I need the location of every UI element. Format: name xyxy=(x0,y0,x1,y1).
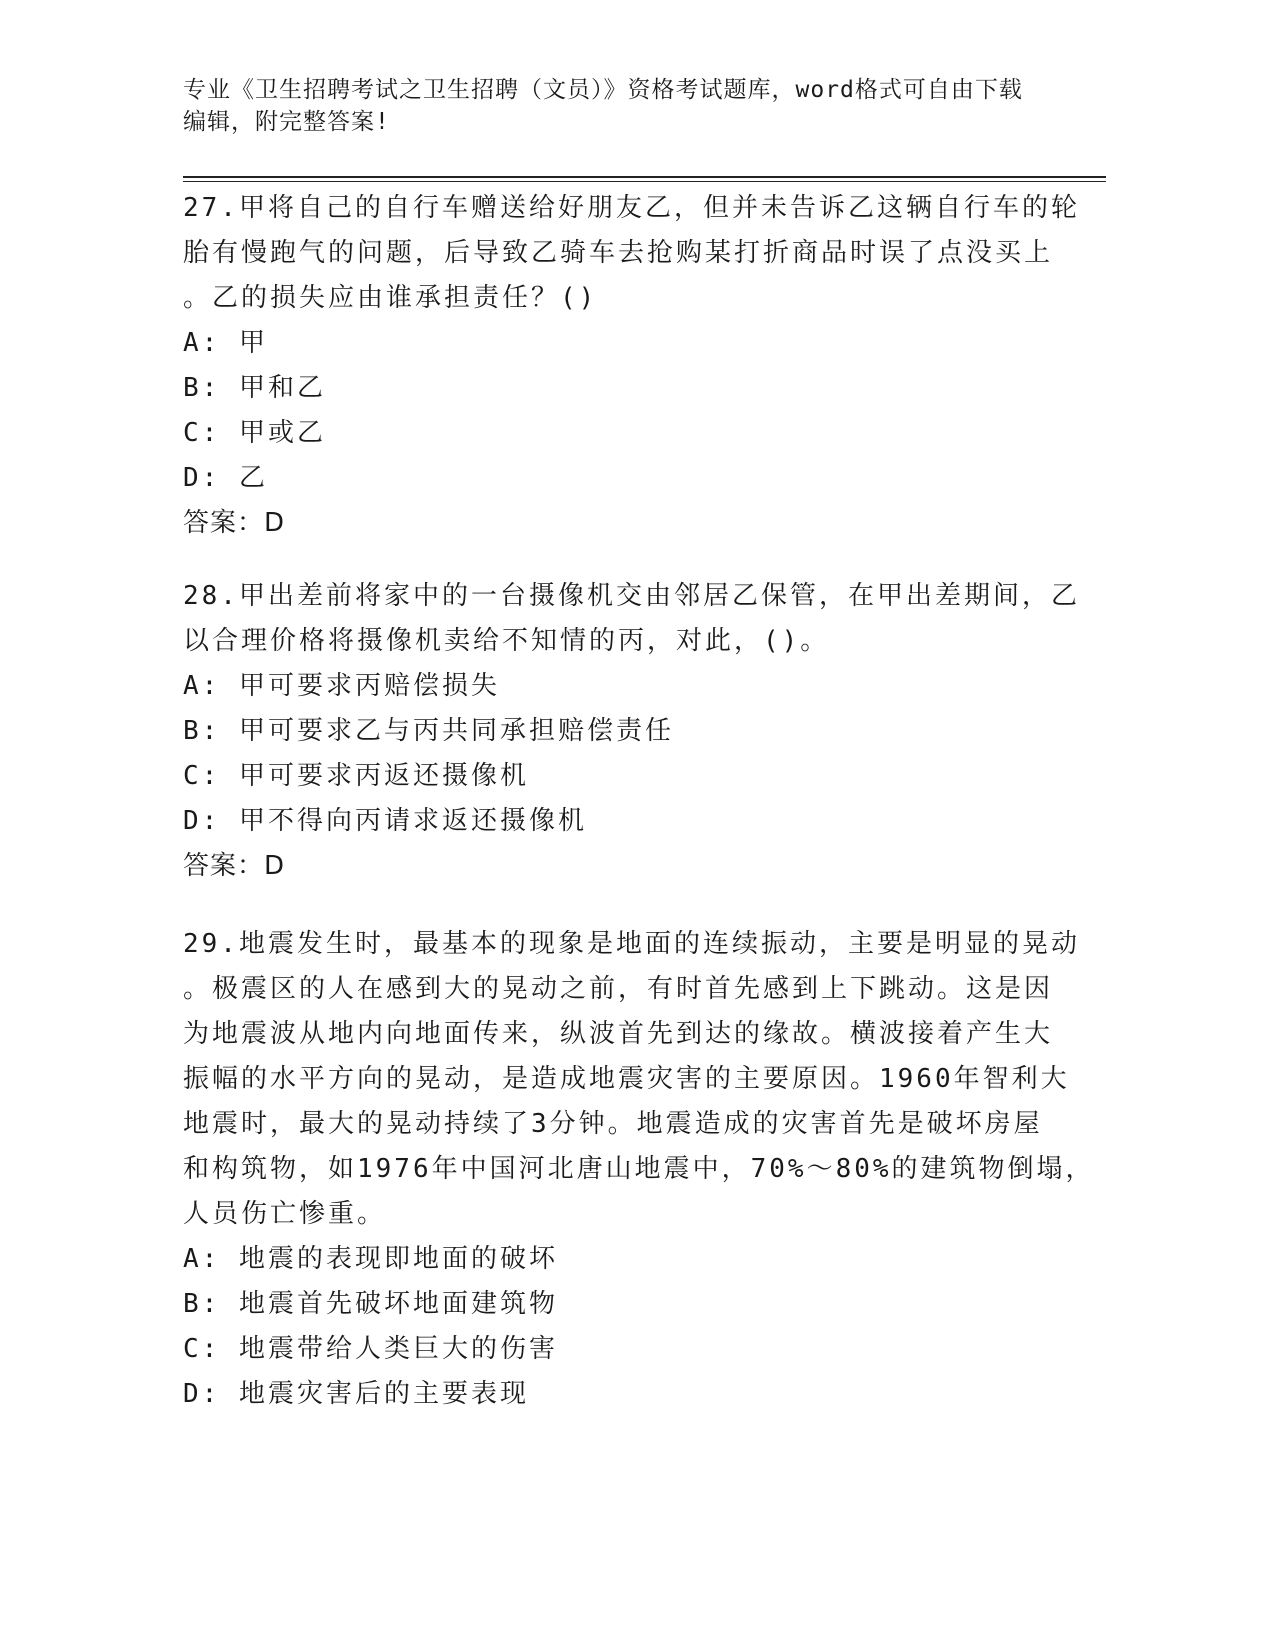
option-c: C: 甲可要求丙返还摄像机 xyxy=(183,761,529,791)
question-29 xyxy=(183,922,1095,1417)
header-line-1: 专业《卫生招聘考试之卫生招聘（文员）》资格考试题库，word格式可自由下载 xyxy=(183,77,1023,103)
option-b: B: 甲和乙 xyxy=(183,373,326,403)
document-header xyxy=(183,74,1063,138)
question-stem-line: 人员伤亡惨重。 xyxy=(183,1199,387,1229)
option-b: B: 甲可要求乙与丙共同承担赔偿责任 xyxy=(183,716,674,746)
option-a: A: 甲 xyxy=(183,328,268,358)
question-stem-line: 28.甲出差前将家中的一台摄像机交由邻居乙保管，在甲出差期间，乙 xyxy=(183,581,1080,611)
question-28 xyxy=(183,574,1080,889)
question-stem-line: 和构筑物，如1976年中国河北唐山地震中，70%～80%的建筑物倒塌， xyxy=(183,1154,1095,1184)
option-c: C: 地震带给人类巨大的伤害 xyxy=(183,1334,558,1364)
option-a: A: 甲可要求丙赔偿损失 xyxy=(183,671,500,701)
answer-label: 答案：D xyxy=(183,508,286,538)
option-d: D: 地震灾害后的主要表现 xyxy=(183,1379,529,1409)
question-stem-line: 胎有慢跑气的问题，后导致乙骑车去抢购某打折商品时误了点没买上 xyxy=(183,238,1054,268)
answer-label: 答案：D xyxy=(183,851,286,881)
header-line-2: 编辑，附完整答案! xyxy=(183,109,390,135)
question-stem-line: 振幅的水平方向的晃动，是造成地震灾害的主要原因。1960年智利大 xyxy=(183,1064,1070,1094)
question-stem-line: 29.地震发生时，最基本的现象是地面的连续振动，主要是明显的晃动 xyxy=(183,929,1080,959)
question-stem-line: 地震时，最大的晃动持续了3分钟。地震造成的灾害首先是破坏房屋 xyxy=(183,1109,1043,1139)
question-stem-line: 27.甲将自己的自行车赠送给好朋友乙，但并未告诉乙这辆自行车的轮 xyxy=(183,193,1080,223)
option-a: A: 地震的表现即地面的破坏 xyxy=(183,1244,558,1274)
question-stem-line: 为地震波从地内向地面传来，纵波首先到达的缘故。横波接着产生大 xyxy=(183,1019,1054,1049)
option-d: D: 乙 xyxy=(183,463,268,493)
question-stem-line: 。极震区的人在感到大的晃动之前，有时首先感到上下跳动。这是因 xyxy=(183,974,1054,1004)
header-divider-thin xyxy=(183,181,1106,182)
header-divider-thick xyxy=(183,176,1106,178)
option-d: D: 甲不得向丙请求返还摄像机 xyxy=(183,806,587,836)
option-b: B: 地震首先破坏地面建筑物 xyxy=(183,1289,558,1319)
question-27 xyxy=(183,186,1080,546)
option-c: C: 甲或乙 xyxy=(183,418,326,448)
question-stem-line: 。乙的损失应由谁承担责任？() xyxy=(183,283,598,313)
question-stem-line: 以合理价格将摄像机卖给不知情的丙，对此，()。 xyxy=(183,626,830,656)
